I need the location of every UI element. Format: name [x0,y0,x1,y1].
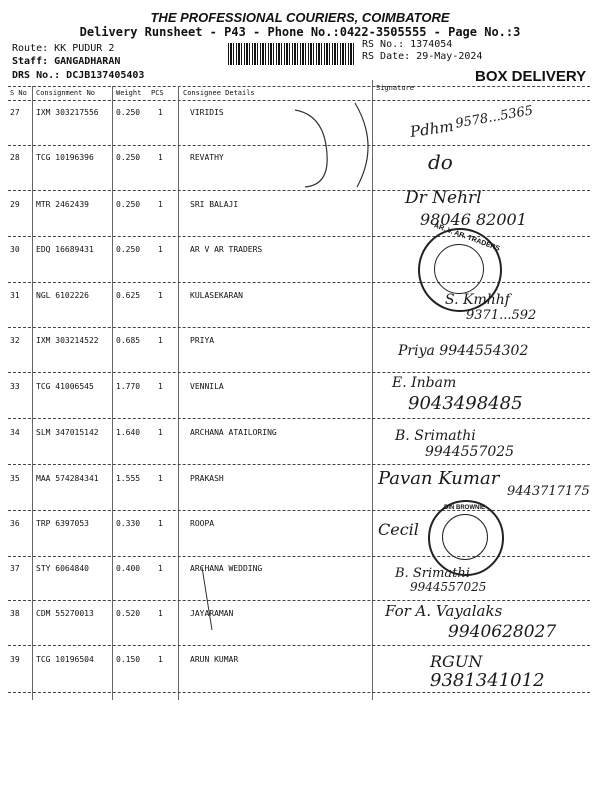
pen-brace-mark [285,95,385,195]
row-consignment: NGL 6102226 [36,291,89,300]
signature-33-phone: 9043498485 [408,393,523,414]
row-sno: 28 [10,153,20,162]
col-weight: Weight [116,89,142,97]
table-row [8,515,598,561]
row-consignee: PRIYA [190,336,215,345]
company-stamp-2-text: DIN BROWNIE [444,505,485,511]
row-weight: 0.330 [116,519,141,528]
row-separator [8,600,590,601]
company-title: THE PROFESSIONAL COURIERS, COIMBATORE [150,10,450,25]
row-pcs: 1 [158,564,163,573]
col-signature: Signature [376,84,414,92]
signature-36: Cecil [378,520,419,539]
row-consignee: ARCHANA ATAILORING [190,428,277,437]
row-consignee: KULASEKARAN [190,291,243,300]
signature-32: Priya 9944554302 [398,343,529,359]
barcode [228,43,356,65]
signature-29: Dr Nehrl [405,188,482,208]
pen-line-mark [198,565,218,635]
rs-number: RS No.: 1374054 [362,39,453,50]
row-consignment: STY 6064840 [36,564,89,573]
row-sno: 27 [10,108,20,117]
signature-34-phone: 9944557025 [425,444,515,460]
row-separator [8,372,590,373]
row-consignment: IXM 303217556 [36,108,99,117]
row-sno: 35 [10,474,20,483]
drs-number: DRS No.: DCJB137405403 [12,70,145,81]
row-pcs: 1 [158,428,163,437]
row-consignee: ARUN KUMAR [190,655,239,664]
row-consignee: AR V AR TRADERS [190,245,263,254]
row-sno: 30 [10,245,20,254]
staff-label: Staff: GANGADHARAN [12,56,121,67]
row-consignment: TCG 10196504 [36,655,94,664]
company-stamp-text: AR. V. AR. TRADERS [432,222,501,253]
col-pcs: PCS [151,89,164,97]
row-separator [8,282,590,283]
row-weight: 0.250 [116,200,141,209]
table-row [8,241,598,287]
row-sno: 33 [10,382,20,391]
row-consignee: ARCHANA WEDDING [190,564,263,573]
row-weight: 0.250 [116,245,141,254]
row-weight: 0.150 [116,655,141,664]
signature-34: B. Srimathi [395,428,476,444]
row-separator [8,645,590,646]
row-consignment: IXM 303214522 [36,336,99,345]
signature-38-phone: 9940628027 [448,622,557,642]
company-stamp [418,222,502,312]
row-consignment: TRP 6397053 [36,519,89,528]
row-sno: 34 [10,428,20,437]
row-consignment: SLM 347015142 [36,428,99,437]
company-stamp-inner [434,244,484,294]
row-separator [8,236,590,237]
header-top-rule [8,86,590,87]
row-pcs: 1 [158,245,163,254]
row-consignment: EDQ 16689431 [36,245,94,254]
row-weight: 1.770 [116,382,141,391]
signature-31-phone: 9371...592 [466,308,537,323]
row-sno: 29 [10,200,20,209]
row-consignment: TCG 41006545 [36,382,94,391]
row-consignee: VENNILA [190,382,224,391]
signature-31: S. Kmhhf [445,292,510,308]
row-consignee: PRAKASH [190,474,224,483]
row-sno: 38 [10,609,20,618]
row-consignee: JAYARAMAN [190,609,234,618]
company-stamp-2-inner [442,514,488,560]
runsheet-title: Delivery Runsheet - P43 - Phone No.:0422-3505555 - Page No.:3 [79,25,521,39]
signature-27-phone: 9578...5365 [454,103,535,132]
signature-28: do [428,150,453,174]
signature-37: B. Srimathi [395,566,470,581]
row-pcs: 1 [158,609,163,618]
row-pcs: 1 [158,655,163,664]
row-sno: 37 [10,564,20,573]
rs-date: RS Date: 29-May-2024 [362,51,483,62]
signature-35: Pavan Kumar [378,468,500,489]
col-consignee: Consignee Details [183,89,255,97]
col-consignment: Consignment No [36,89,96,97]
row-weight: 1.555 [116,474,141,483]
row-consignee: ROOPA [190,519,215,528]
signature-39-phone: 9381341012 [430,670,545,691]
row-consignee: VIRIDIS [190,108,224,117]
row-sno: 31 [10,291,20,300]
row-sno: 36 [10,519,20,528]
row-consignment: MTR 2462439 [36,200,89,209]
row-sno: 39 [10,655,20,664]
signature-38: For A. Vayalaks [385,602,503,620]
row-pcs: 1 [158,291,163,300]
row-pcs: 1 [158,382,163,391]
row-pcs: 1 [158,336,163,345]
signature-39: RGUN [430,652,483,671]
row-weight: 0.625 [116,291,141,300]
row-weight: 1.640 [116,428,141,437]
row-sno: 32 [10,336,20,345]
row-separator [8,556,590,557]
signature-29-phone: 98046 82001 [420,210,527,229]
row-weight: 0.520 [116,609,141,618]
row-consignment: TCG 10196396 [36,153,94,162]
row-consignee: REVATHY [190,153,224,162]
row-consignee: SRI BALAJI [190,200,239,209]
row-consignment: CDM 55270013 [36,609,94,618]
row-pcs: 1 [158,153,163,162]
row-separator [8,464,590,465]
row-separator [8,692,590,693]
row-weight: 0.250 [116,108,141,117]
row-pcs: 1 [158,108,163,117]
box-delivery-label: BOX DELIVERY [475,68,587,85]
col-sno: S No [10,89,27,97]
row-separator [8,418,590,419]
signature-35-phone: 9443717175 [507,484,590,499]
row-separator [8,510,590,511]
row-pcs: 1 [158,474,163,483]
row-weight: 0.685 [116,336,141,345]
row-pcs: 1 [158,519,163,528]
row-weight: 0.400 [116,564,141,573]
signature-33: E. Inbam [392,375,457,391]
row-pcs: 1 [158,200,163,209]
row-separator [8,327,590,328]
company-stamp-2 [428,500,504,576]
row-consignment: MAA 574284341 [36,474,99,483]
row-weight: 0.250 [116,153,141,162]
signature-37-phone: 9944557025 [410,580,487,594]
route-label: Route: KK PUDUR 2 [12,43,115,54]
signature-27: Pdhm [408,117,455,141]
